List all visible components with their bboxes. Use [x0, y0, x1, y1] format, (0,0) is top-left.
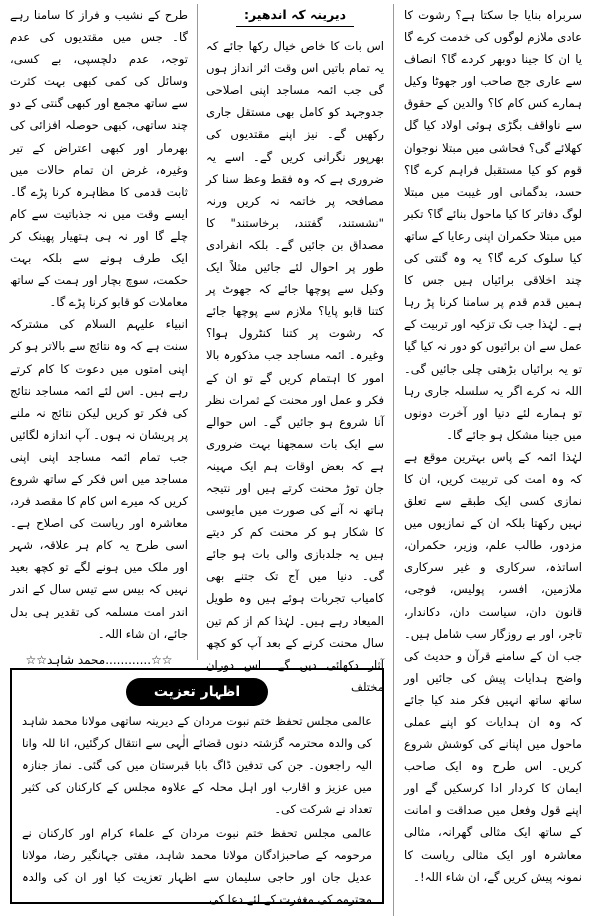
article-paragraph: اس بات کا خاص خیال رکھا جائے کہ یہ تمام باتیں اس وقت اثر انداز ہوں گی جب ائمہ مساجد اپنی اصلاحی جدوجہد کو کامل بھی مستقل جاری رکھیں گے۔ نیز اپنے مقتدیوں کی بھرپور نگرانی کریں گے۔ اسے یہ ضروری ہے کہ وہ فقط وعظ سنا کر مصافحہ پر خاتمہ نہ کریں ورنہ "نشستند، گفتند، برخاستند" کا مصداق بن جائیں گے۔ بلکہ انفرادی طور پر احوال لئے جائیں مثلاً ایک وکیل سے پوچھا جائے کہ جھوٹ پر کتنا قابو پایا؟ ملازم سے پوچھا جائے کہ رشوت پر کتنا کنٹرول ہوا؟ وغیرہ۔ ائمہ مساجد جب مذکورہ بالا امور کا اہتمام کریں گے تو ان کے فکر و عمل اور محنت کے ثمرات نظر آنا شروع ہو جائیں گے۔ اس حوالے سے ایک بات سمجھنا بہت ضروری ہے کہ بعض اوقات ہم ایک مہینہ جان توڑ محنت کرتے ہیں اور نتیجہ ہاتھ نہ آنے کی صورت میں مایوسی کا شکار ہو کر محنت کم کر دیتے ہیں یہ جلدبازی والی بات ہو جائے گی۔ دنیا میں آج تک جتنے بھی کامیاب تجربات ہوئے ہیں وہ طویل المیعاد رہے ہیں۔ لہٰذا کم از کم تین سال محنت کرنے کے بعد آپ کو کچھ آثار دکھائی دیں گے۔ اس دوران مختلف	[206, 39, 384, 694]
article-column-left	[10, 4, 188, 667]
article-paragraph: طرح کے نشیب و فراز کا سامنا رہے گا۔ جس میں مقتدیوں کی عدم توجہ، عدم دلچسپی، بے کسی، وسائل کی کمی کبھی بہت کثرت سے ساتھ مجمع اور کبھی گنتی کے دو چند ساتھی، کبھی حوصلہ افزائی کی بھرمار اور کبھی اعتراض کے تیر وغیرہ، غرض ان تمام حالات میں ثابت قدمی کا مظاہرہ کرنا پڑے گا۔ ایسے وقت میں نہ جذباتیت سے کام چلے گا اور نہ ہی ہتھیار پھینک کر ایک طرف ہونے سے بلکہ بہت حکمت، سوچ بچار اور ہمت کے ساتھ معاملات کو قابو کرنا پڑے گا۔	[10, 8, 188, 310]
article-paragraph: انبیاء علیہم السلام کی مشترکہ سنت ہے کہ وہ نتائج سے بالاتر ہو کر اپنی امتوں میں دعوت کا کام کرتے رہے ہیں۔ اس لئے ائمہ مساجد نتائج کی فکر تو کریں لیکن نتائج نہ ملنے پر پریشان نہ ہوں۔ آپ اندازہ لگائیں جب تمام ائمہ مساجد اپنی اپنی مساجد میں اس فکر کے ساتھ شروع کریں کہ میرے اس کام کا مقصد فرد، معاشرہ اور ریاست کی اصلاح ہے۔ اسی طرح یہ کام ہر علاقہ، شہر اور ملک میں ہونے لگے تو کچھ بعید نہیں کہ بیس سے تیس سال کے اندر اندر امت مسلمہ کی تقدیر ہی بدل جائے، ان شاء اللہ۔	[10, 317, 188, 641]
article-paragraph: سربراہ بنایا جا سکتا ہے؟ رشوت کا عادی ملازم لوگوں کی خدمت کرے گا یا ان کا جینا دوبھر کردے گا؟ انصاف سے عاری جج صاحب اور جھوٹا وکیل ہمارے کس کام کا؟ والدین کے حقوق سے ناواقف بگڑی ہوئی اولاد کیا گل کھلائے گی؟ فحاشی میں مبتلا نوجوان قوم کو کیا مستقبل فراہم کرے گا؟ حسد، بدگمانی اور غیبت میں مبتلا لوگ دفاتر کا کیا ماحول بنائے گا؟ تکبر میں مبتلا حکمران اپنی رعایا کے ساتھ کیا سلوک کرے گا؟ یہ وہ گنتی کی چند اخلاقی برائیاں ہیں جس کا ہمیں قدم قدم پر سامنا کرنا پڑ رہا ہے۔ لہٰذا جب تک تزکیہ اور تربیت کے عمل سے ان برائیوں کو دور نہ کیا گیا تو یہ برائیاں بڑھتی چلی جائیں گی۔ اللہ نہ کرے اگر یہ سلسلہ جاری رہا تو ہمارے لئے دنیا اور آخرت دونوں میں جینا مشکل ہو جائے گا۔	[404, 8, 582, 442]
notice-paragraph: عالمی مجلس تحفظ ختم نبوت مردان کے علماء کرام اور کارکنان نے مرحومہ کے صاحبزادگان مولانا محمد شاہد، مفتی جہانگیر رضا، مولانا عدیل جان اور حاجی سلیمان سے اظہار تعزیت کیا اور ان کی والدہ محترمہ کی مغفرت کے لئے دعا کی۔	[22, 826, 372, 906]
column-divider	[197, 4, 198, 660]
article-column-right	[404, 4, 582, 916]
column-divider	[393, 4, 394, 916]
section-heading: دیرینہ کہ اندھیر:	[243, 7, 347, 22]
notice-paragraph: عالمی مجلس تحفظ ختم نبوت مردان کے دیرینہ ساتھی مولانا محمد شاہد کی والدہ محترمہ گزشتہ دنوں قضائے الٰہی سے انتقال کرگئیں، انا للہ وانا الیہ راجعون۔ جن کی تدفین ڈاگ بابا قبرستان میں کی گئی۔ نماز جنازہ میں عزیز و اقارب اور اہل محلہ کے علاوہ مجلس کے کارکنان کی کثیر تعداد نے شرکت کی۔	[22, 714, 372, 816]
condolence-notice-box	[10, 668, 384, 904]
article-column-middle	[206, 4, 384, 694]
notice-title: اظہار تعزیت	[126, 678, 268, 706]
author-signoff: ☆☆............محمد شاہد☆☆	[25, 652, 173, 667]
heading-underline	[236, 26, 354, 27]
article-paragraph: لہٰذا ائمہ کے پاس بہترین موقع ہے کہ وہ امت کی تربیت کریں، ان کا نمازی کسی ایک طبقے سے تعلق نہیں رکھتا بلکہ ان کے نمازیوں میں مزدور، طالب علم، وزیر، حکمران، اساتذہ، سرکاری و غیر سرکاری ملازمین، افسر، پولیس، فوجی، قانون دان، سیاست دان، دکاندار، تاجر، اور بے روزگار سب شامل ہیں۔ جب ان کے سامنے قرآن و حدیث کی واضح ہدایات پیش کی جائیں اور ساتھ ساتھ انہیں فکر مند کیا جائے کہ وہ ان ہدایات کو اپنے عملی ماحول میں اپنانے کی کوشش شروع کریں۔ اس طرح وہ ایک صاحب ایمان کا کردار ادا کرسکیں گے اور اپنے قول وفعل میں صداقت و امانت کے ساتھ ایک مثالی گھرانہ، مثالی معاشرہ اور ایک مثالی ریاست کا نمونہ پیش کریں گے، ان شاء اللہ!۔	[404, 449, 582, 884]
